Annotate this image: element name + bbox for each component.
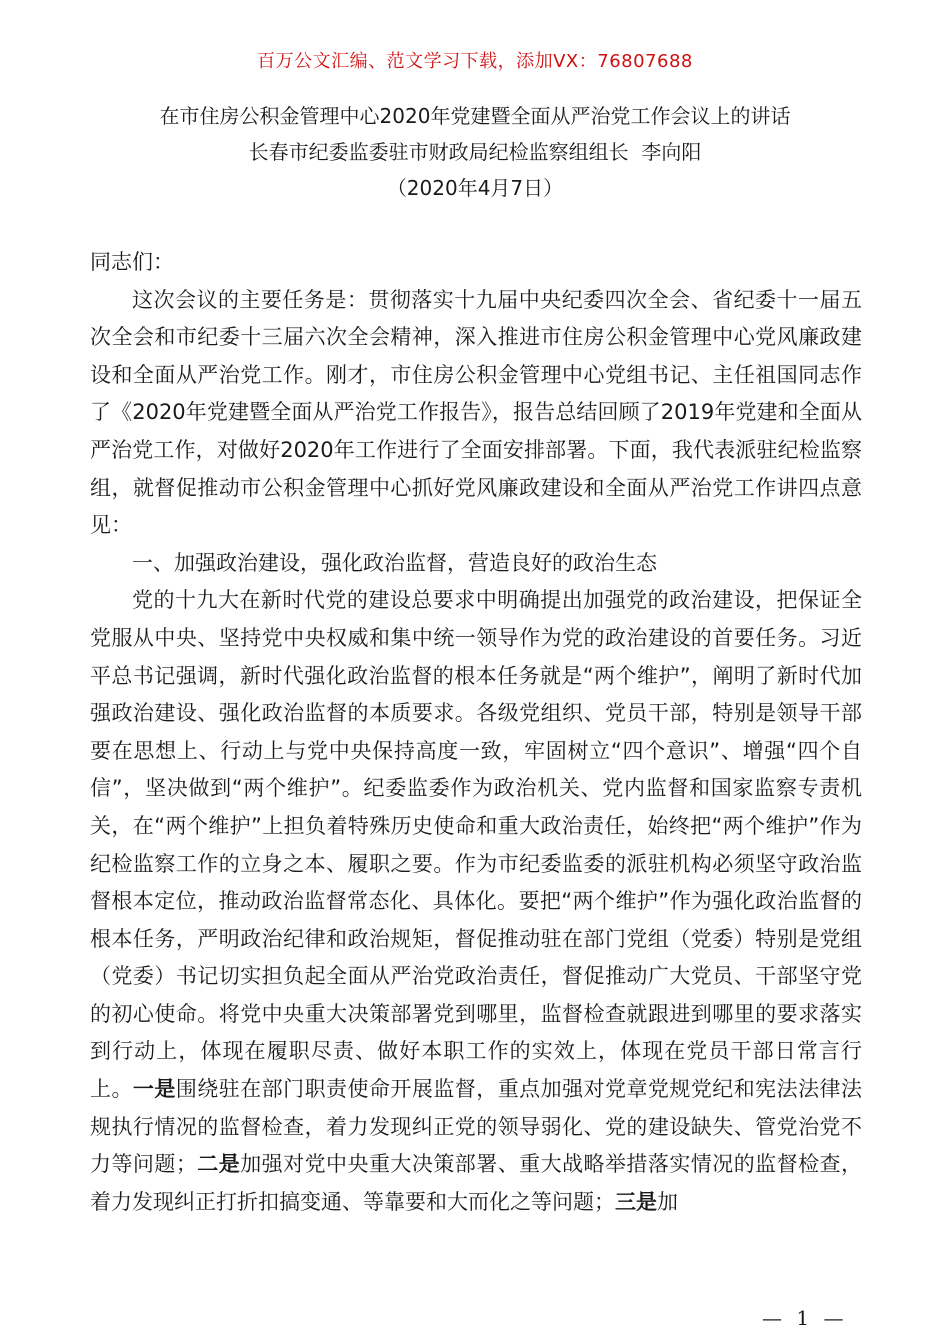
point-label-2: 二是 [196,1152,241,1177]
speech-title: 在市住房公积金管理中心2020年党建暨全面从严治党工作会议上的讲话 [159,104,791,128]
page-number: — 1 — [762,1306,848,1330]
section-1-paragraph [90,582,862,1221]
speech-title-block [0,98,950,206]
speech-body [90,244,862,1221]
speech-date: （2020年4月7日） [386,176,564,200]
point-text-2: 加强对党中央重大决策部署、重大战略举措落实情况的监督检查，着力发现纠正打折扣搞变通、等靠要和大而化之等问题； [90,1152,863,1214]
point-label-1: 一是 [132,1077,176,1102]
speaker-line: 长春市纪委监委驻市财政局纪检监察组组长 李向阳 [248,140,702,164]
salutation: 同志们： [90,250,174,274]
opening-paragraph: 这次会议的主要任务是：贯彻落实十九届中央纪委四次全会、省纪委十一届五次全会和市纪委十三届六次全会精神，深入推进市住房公积金管理中心党风廉政建设和全面从严治党工作。刚才，市住房公积金管理中心党组书记、主任祖国同志作了《2020年党建暨全面从严治党工作报告》，报告总结回顾了2019年党建和全面从严治党工作，对做好2020年工作进行了全面安排部署。下面，我代表派驻纪检监察组，就督促推动市公积金管理中心抓好党风廉政建设和全面从严治党工作讲四点意见： [90,287,862,538]
section-heading-1: 一、加强政治建设，强化政治监督，营造良好的政治生态 [132,550,657,575]
watermark-banner: 百万公文汇编、范文学习下载，添加VX：76807688 [257,51,693,72]
point-label-3: 三是 [615,1189,657,1214]
section-1-text: 党的十九大在新时代党的建设总要求中明确提出加强党的政治建设，把保证全党服从中央、坚持党中央权威和集中统一领导作为党的政治建设的首要任务。习近平总书记强调，新时代强化政治监督的根本任务就是“两个维护”，阐明了新时代加强政治建设、强化政治监督的本质要求。各级党组织、党员干部，特别是领导干部要在思想上、行动上与党中央保持高度一致，牢固树立“四个意识”、增强“四个自信”，坚决做到“两个维护”。纪委监委作为政治机关、党内监督和国家监察专责机关，在“两个维护”上担负着特殊历史使命和重大政治责任，始终把“两个维护”作为纪检监察工作的立身之本、履职之要。作为市纪委监委的派驻机构必须坚守政治监督根本定位，推动政治监督常态化、具体化。要把“两个维护”作为强化政治监督的根本任务，严明政治纪律和政治规矩，督促推动驻在部门党组（党委）特别是党组（党委）书记切实担负起全面从严治党政治责任，督促推动广大党员、干部坚守党的初心使命。将党中央重大决策部署党到哪里，监督检查就跟进到哪里的要求落实到行动上，体现在履职尽责、做好本职工作的实效上，体现在党员干部日常言行上。 [90,588,862,1102]
point-text-3: 加 [657,1189,678,1214]
point-text-1: 围绕驻在部门职责使命开展监督，重点加强对党章党规党纪和宪法法律法规执行情况的监督检查，着力发现纠正党的领导弱化、党的建设缺失、管党治党不力等问题； [90,1077,863,1177]
